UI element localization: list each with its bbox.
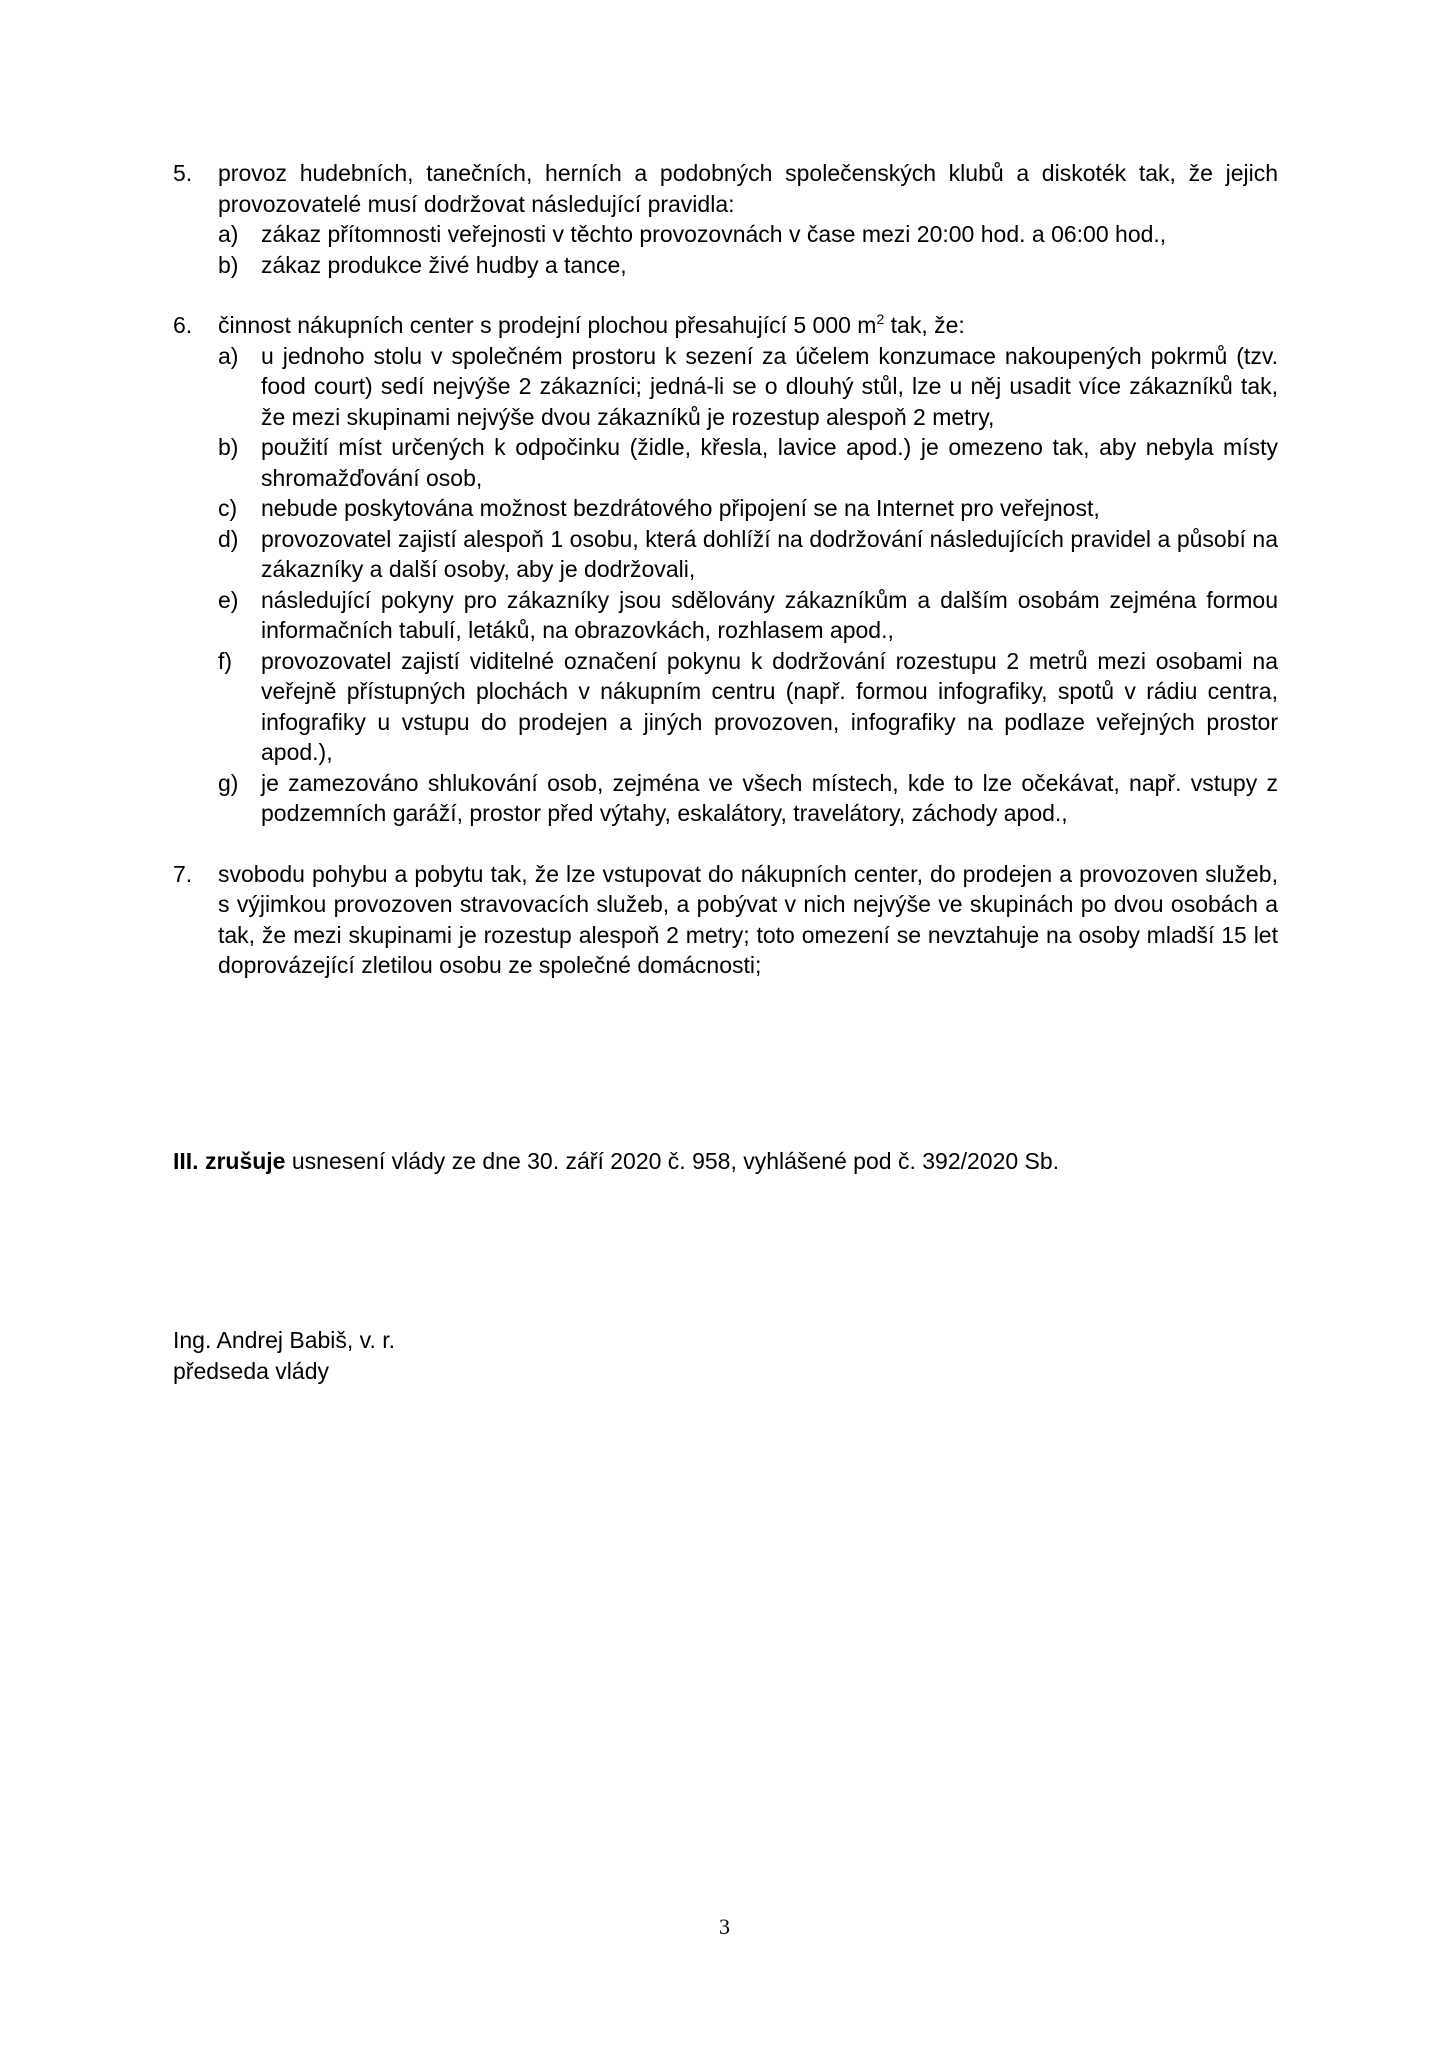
item-text	[218, 310, 1278, 341]
item-text-main: činnost nákupních center s prodejní plochou přesahující 5 000 m	[218, 312, 877, 338]
cancellation-heading: III. zrušuje	[173, 1148, 286, 1174]
subitem-text: následující pokyny pro zákazníky jsou sdělovány zákazníkům a dalším osobám zejména formou informačních tabulí, letáků, na obrazovkách, rozhlasem apod.,	[261, 586, 1278, 643]
subitem-letter: d)	[218, 525, 239, 552]
subitem-b	[218, 250, 1278, 281]
subitem-b	[218, 432, 1278, 493]
item-number: 7.	[173, 860, 193, 887]
list-item-7	[173, 859, 1278, 981]
subitem-text: je zamezováno shlukování osob, zejména ve všech místech, kde to lze očekávat, např. vstupy z podzemních garáží, prostor před výtahy, eskalátory, travelátory, záchody apod.,	[261, 769, 1278, 826]
document-body	[173, 158, 1278, 981]
subitem-e	[218, 585, 1278, 646]
subitem-text: zákaz produkce živé hudby a tance,	[261, 251, 627, 278]
item-text: provoz hudebních, tanečních, herních a podobných společenských klubů a diskoték tak, že jejich provozovatelé musí dodržovat následující pravidla:	[218, 160, 1278, 217]
subitem-f	[218, 646, 1278, 768]
subitem-text: nebude poskytována možnost bezdrátového připojení se na Internet pro veřejnost,	[261, 495, 1100, 521]
page-number: 3	[719, 1914, 730, 1939]
subitem-c	[218, 493, 1278, 524]
item-text-tail: tak, že:	[884, 312, 965, 338]
subitem-letter: b)	[218, 251, 239, 278]
subitem-letter: a)	[218, 221, 239, 247]
subitem-g	[218, 768, 1278, 829]
signatory-name: Ing. Andrej Babiš, v. r.	[173, 1327, 396, 1353]
subitem-a	[218, 341, 1278, 433]
item-number: 6.	[173, 312, 193, 338]
subitem-text: provozovatel zajistí alespoň 1 osobu, která dohlíží na dodržování následujících pravidel a působí na zákazníky a další osoby, aby je dodržovali,	[261, 525, 1278, 582]
cancellation-paragraph	[173, 1146, 1278, 1177]
subitem-text: provozovatel zajistí viditelné označení pokynu k dodržování rozestupu 2 metrů mezi osobami na veřejně přístupných plochách v nákupním centru (např. formou infografiky, spotů v rádiu centra, infografiky u vstupu do prodejen a jiných provozoven, infografiky na podlaze veřejných prostor apod.),	[261, 647, 1278, 765]
item-text: svobodu pohybu a pobytu tak, že lze vstupovat do nákupních center, do prodejen a provozoven služeb, s výjimkou provozoven stravovacích služeb, a pobývat v nich nejvýše ve skupinách po dvou osobách a tak, že mezi skupinami je rozestup alespoň 2 metry; toto omezení se nevztahuje na osoby mladší 15 let doprovázející zletilou osobu ze společné domácnosti;	[218, 860, 1278, 978]
subitem-letter: e)	[218, 586, 239, 613]
item-number: 5.	[173, 160, 193, 186]
subitem-letter: b)	[218, 434, 239, 460]
subitem-letter: g)	[218, 769, 239, 796]
subitem-letter: a)	[218, 342, 239, 369]
signatory-title: předseda vlády	[173, 1357, 329, 1384]
sublist	[218, 219, 1278, 280]
signature-block	[173, 1325, 395, 1386]
list-item-6	[173, 310, 1278, 829]
subitem-a	[218, 219, 1278, 250]
subitem-text: použití míst určených k odpočinku (židle, křesla, lavice apod.) je omezeno tak, aby nebyla místy shromažďování osob,	[261, 434, 1278, 491]
list-item-5	[173, 158, 1278, 280]
subitem-letter: c)	[218, 495, 238, 521]
subitem-letter: f)	[218, 647, 233, 674]
cancellation-text: usnesení vlády ze dne 30. září 2020 č. 958, vyhlášené pod č. 392/2020 Sb.	[285, 1148, 1060, 1174]
subitem-text: zákaz přítomnosti veřejnosti v těchto provozovnách v čase mezi 20:00 hod. a 06:00 hod.,	[261, 221, 1167, 247]
sublist	[218, 341, 1278, 829]
subitem-text: u jednoho stolu v společném prostoru k sezení za účelem konzumace nakoupených pokrmů (tzv. food court) sedí nejvýše 2 zákazníci; jedná-li se o dlouhý stůl, lze u něj usadit více zákazníků tak, že mezi skupinami nejvýše dvou zákazníků je rozestup alespoň 2 metry,	[261, 342, 1278, 430]
superscript: 2	[876, 311, 885, 327]
subitem-d	[218, 524, 1278, 585]
